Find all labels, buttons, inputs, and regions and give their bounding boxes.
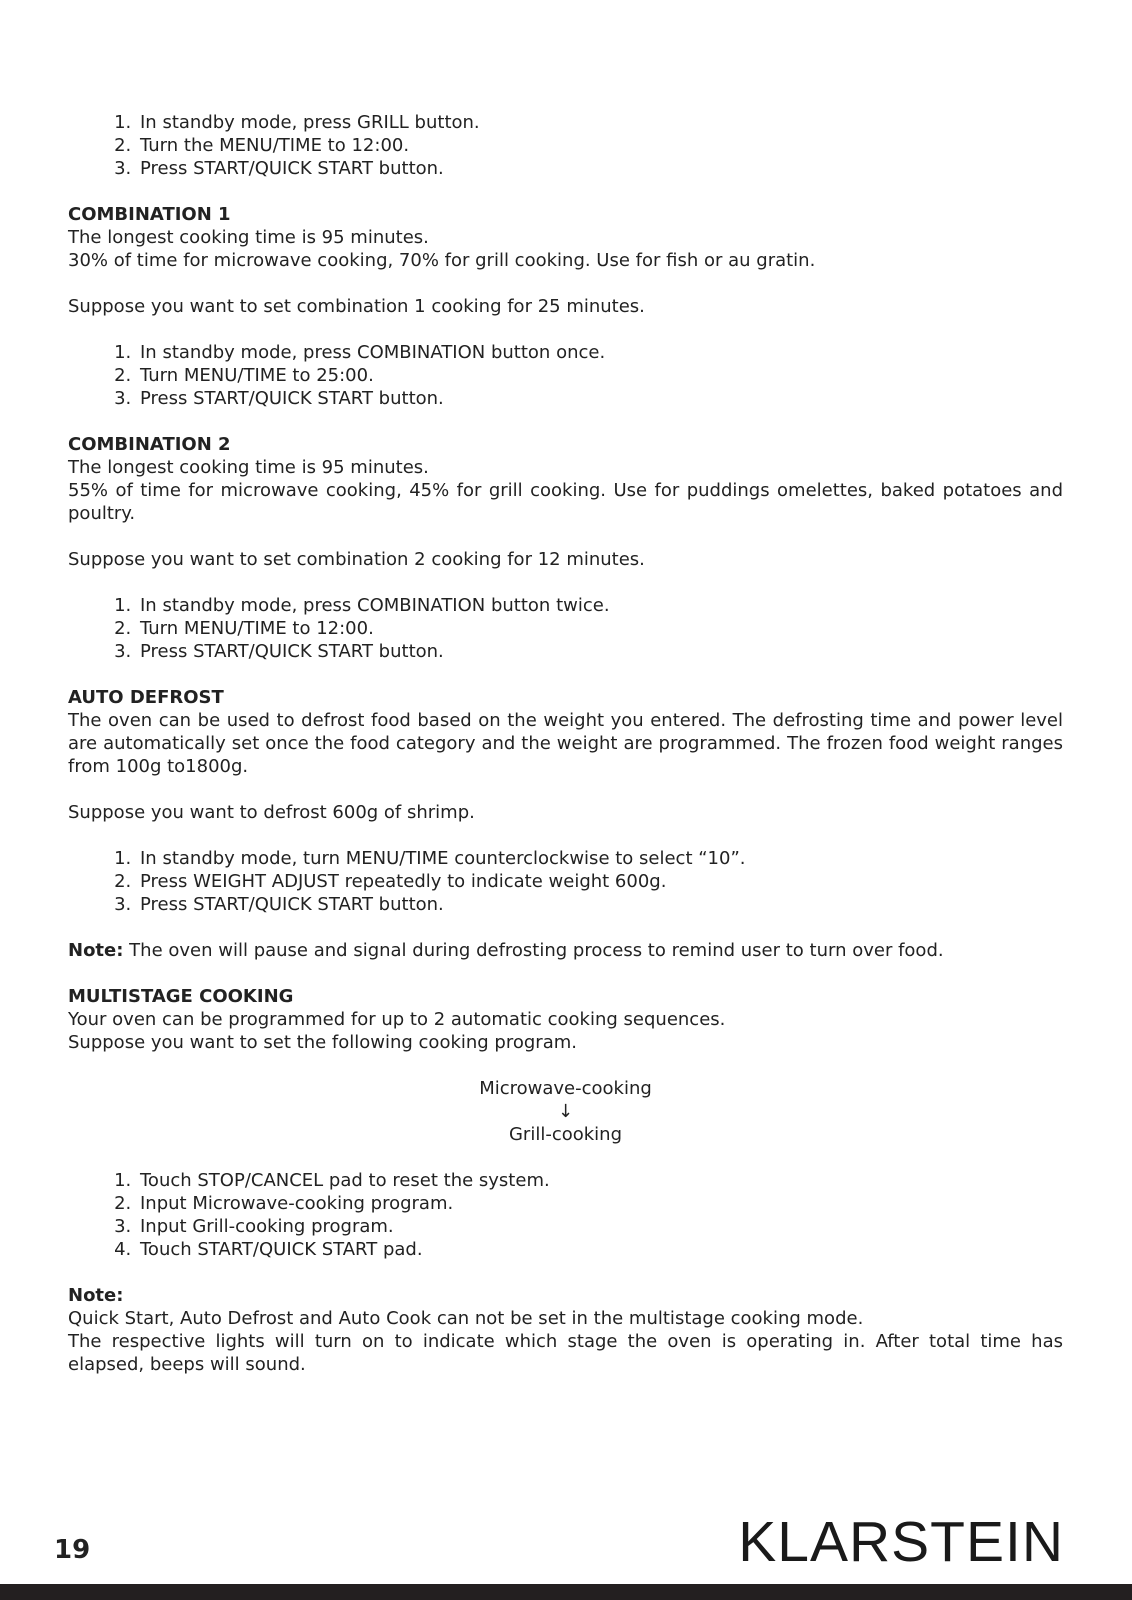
list-item: 1. Touch STOP/CANCEL pad to reset the system. (137, 1169, 1063, 1192)
list-item: 1. In standby mode, press COMBINATION button once. (137, 341, 1063, 364)
auto-defrost-heading: AUTO DEFROST (68, 687, 224, 708)
combination1-line2: 30% of time for microwave cooking, 70% for grill cooking. Use for fish or au gratin. (68, 250, 816, 271)
combination2-steps (68, 594, 1063, 663)
list-item: 4. Touch START/QUICK START pad. (137, 1238, 1063, 1261)
list-item: 1. In standby mode, press COMBINATION button twice. (137, 594, 1063, 617)
list-item: 2. Press WEIGHT ADJUST repeatedly to indicate weight 600g. (137, 870, 1063, 893)
combination1-suppose: Suppose you want to set combination 1 cooking for 25 minutes. (68, 296, 645, 317)
grill-steps (68, 111, 1063, 180)
combination2-line2: 55% of time for microwave cooking, 45% for grill cooking. Use for puddings omelettes, baked potatoes and poultry. (68, 480, 1063, 524)
flow-step-microwave: Microwave-cooking (479, 1078, 652, 1099)
auto-defrost-suppose: Suppose you want to defrost 600g of shrimp. (68, 802, 475, 823)
combination1-heading: COMBINATION 1 (68, 204, 231, 225)
footer-bar (0, 1584, 1132, 1600)
flow-step-grill: Grill-cooking (508, 1124, 623, 1145)
manual-content (68, 111, 1063, 1376)
multistage-line2: Suppose you want to set the following cooking program. (68, 1032, 577, 1053)
multistage-steps (68, 1169, 1063, 1261)
multistage-note-label: Note: (68, 1285, 124, 1306)
list-item: 2. Turn MENU/TIME to 12:00. (137, 617, 1063, 640)
list-item: 3. Press START/QUICK START button. (137, 387, 1063, 410)
combination2-suppose: Suppose you want to set combination 2 cooking for 12 minutes. (68, 549, 645, 570)
list-item: 3. Press START/QUICK START button. (137, 157, 1063, 180)
brand-logo: KLARSTEIN (738, 1510, 1064, 1574)
page-number: 19 (54, 1535, 91, 1565)
list-item: 3. Input Grill-cooking program. (137, 1215, 1063, 1238)
auto-defrost-note (68, 939, 1063, 962)
list-item: 1. In standby mode, press GRILL button. (137, 111, 1063, 134)
list-item: 3. Press START/QUICK START button. (137, 893, 1063, 916)
multistage-line1: Your oven can be programmed for up to 2 automatic cooking sequences. (68, 1009, 726, 1030)
arrow-down-icon: ↓ (557, 1101, 574, 1122)
combination2-heading: COMBINATION 2 (68, 434, 231, 455)
multistage-note-line1: Quick Start, Auto Defrost and Auto Cook can not be set in the multistage cooking mode. (68, 1308, 864, 1329)
multistage-note-line2: The respective lights will turn on to indicate which stage the oven is operating in. After total time has elapsed, beeps will sound. (68, 1331, 1063, 1375)
auto-defrost-body: The oven can be used to defrost food based on the weight you entered. The defrosting time and power level are automatically set once the food category and the weight are programmed. The frozen food weight ranges from 100g to1800g. (68, 710, 1063, 777)
list-item: 2. Turn the MENU/TIME to 12:00. (137, 134, 1063, 157)
combination1-steps (68, 341, 1063, 410)
list-item: 3. Press START/QUICK START button. (137, 640, 1063, 663)
multistage-heading: MULTISTAGE COOKING (68, 986, 294, 1007)
auto-defrost-steps (68, 847, 1063, 916)
list-item: 2. Turn MENU/TIME to 25:00. (137, 364, 1063, 387)
list-item: 1. In standby mode, turn MENU/TIME counterclockwise to select “10”. (137, 847, 1063, 870)
note-text: The oven will pause and signal during defrosting process to remind user to turn over food. (123, 940, 944, 961)
combination1-line1: The longest cooking time is 95 minutes. (68, 227, 429, 248)
note-label: Note: (68, 940, 124, 961)
combination2-line1: The longest cooking time is 95 minutes. (68, 457, 429, 478)
list-item: 2. Input Microwave-cooking program. (137, 1192, 1063, 1215)
